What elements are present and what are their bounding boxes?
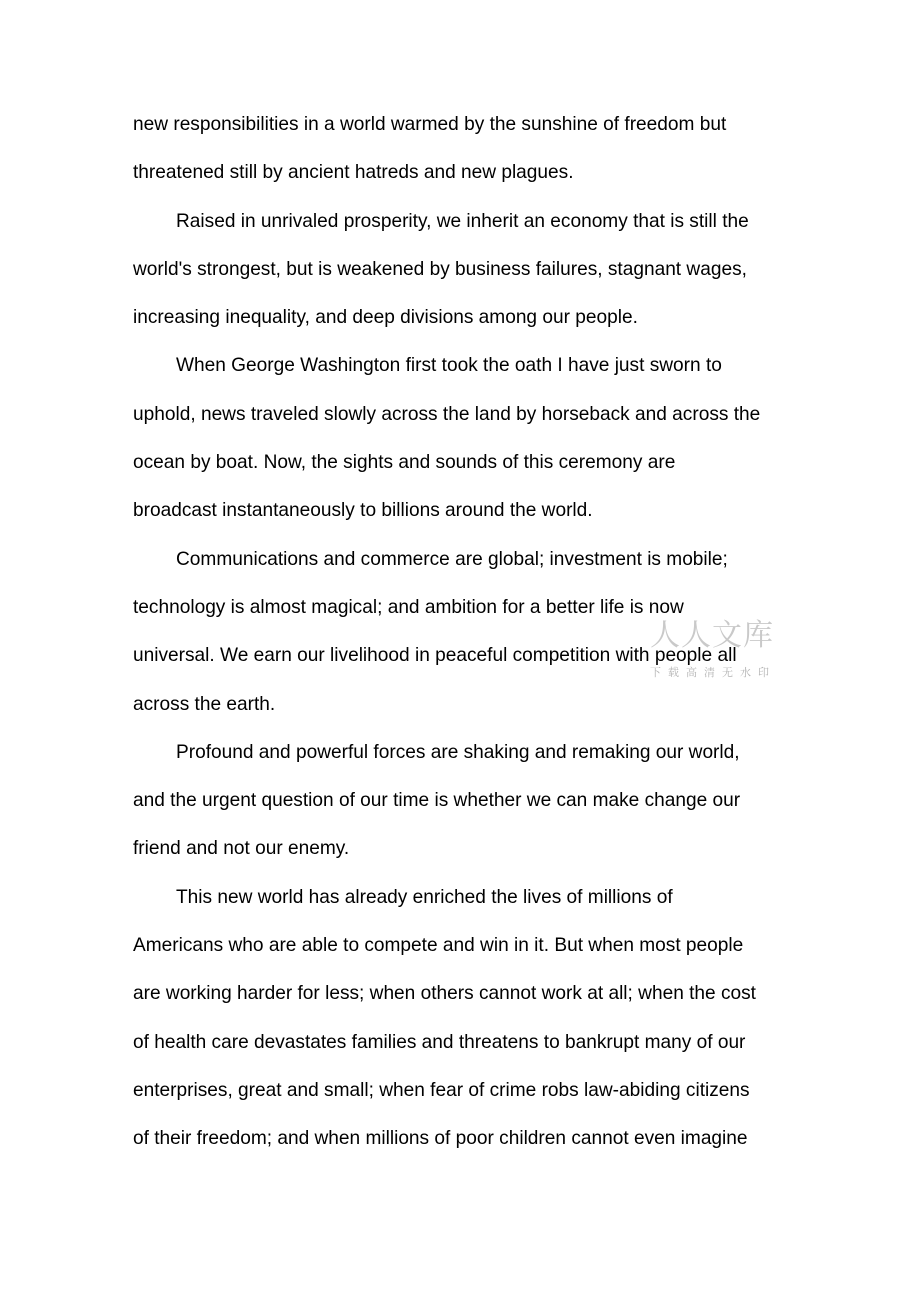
- text-line: friend and not our enemy.: [133, 838, 350, 860]
- text-line: technology is almost magical; and ambition for a better life is now: [133, 596, 684, 618]
- watermark-title: 人人文库: [650, 618, 774, 653]
- text-line: new responsibilities in a world warmed by the sunshine of freedom but: [133, 114, 727, 135]
- paragraph-first-line: Communications and commerce are global; investment is mobile;: [176, 548, 728, 570]
- text-line: of their freedom; and when millions of poor children cannot even imagine: [133, 1128, 748, 1150]
- text-line: uphold, news traveled slowly across the land by horseback and across the: [133, 403, 761, 425]
- watermark-subtitle: 下载高清无水印: [650, 666, 776, 679]
- paragraph-first-line: Profound and powerful forces are shaking and remaking our world,: [176, 741, 740, 763]
- text-line: universal. We earn our livelihood in peaceful competition with people all: [133, 645, 737, 667]
- paragraph-first-line: This new world has already enriched the lives of millions of: [176, 886, 673, 908]
- text-line: world's strongest, but is weakened by business failures, stagnant wages,: [133, 258, 747, 280]
- text-line: are working harder for less; when others cannot work at all; when the cost: [133, 983, 756, 1005]
- paragraph-first-line: Raised in unrivaled prosperity, we inherit an economy that is still the: [176, 210, 749, 232]
- text-line: threatened still by ancient hatreds and new plagues.: [133, 162, 574, 184]
- text-line: ocean by boat. Now, the sights and sounds of this ceremony are: [133, 452, 676, 474]
- text-line: increasing inequality, and deep divisions among our people.: [133, 307, 638, 329]
- text-line: enterprises, great and small; when fear of crime robs law-abiding citizens: [133, 1079, 750, 1101]
- body-text: [133, 101, 803, 1164]
- paragraph-first-line: When George Washington first took the oath I have just sworn to: [176, 355, 722, 377]
- text-line: Americans who are able to compete and win in it. But when most people: [133, 935, 744, 957]
- text-line: broadcast instantaneously to billions around the world.: [133, 500, 593, 522]
- text-line: and the urgent question of our time is whether we can make change our: [133, 790, 741, 812]
- text-line: across the earth.: [133, 693, 276, 715]
- text-line: of health care devastates families and threatens to bankrupt many of our: [133, 1031, 746, 1053]
